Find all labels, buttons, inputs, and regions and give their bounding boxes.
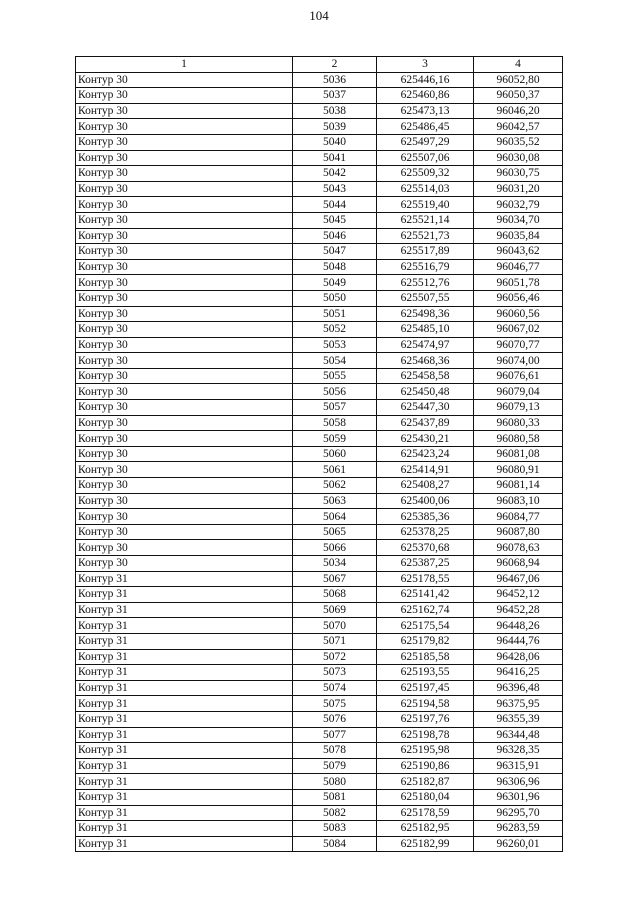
table-row bbox=[76, 571, 563, 587]
contour-cell: Контур 30 bbox=[76, 275, 293, 291]
point-number-cell: 5054 bbox=[293, 353, 377, 369]
point-number-cell: 5053 bbox=[293, 337, 377, 353]
contour-cell: Контур 31 bbox=[76, 711, 293, 727]
y-coordinate-cell: 96448,26 bbox=[474, 618, 563, 634]
y-coordinate-cell: 96080,91 bbox=[474, 462, 563, 478]
table-row bbox=[76, 789, 563, 805]
y-coordinate-cell: 96375,95 bbox=[474, 696, 563, 712]
table-row bbox=[76, 228, 563, 244]
header-cell-1: 1 bbox=[76, 57, 293, 73]
x-coordinate-cell: 625507,06 bbox=[377, 150, 474, 166]
table-row bbox=[76, 711, 563, 727]
contour-cell: Контур 31 bbox=[76, 789, 293, 805]
x-coordinate-cell: 625521,14 bbox=[377, 212, 474, 228]
contour-cell: Контур 30 bbox=[76, 244, 293, 260]
table-row bbox=[76, 805, 563, 821]
contour-cell: Контур 31 bbox=[76, 649, 293, 665]
table-row bbox=[76, 556, 563, 572]
x-coordinate-cell: 625195,98 bbox=[377, 743, 474, 759]
y-coordinate-cell: 96060,56 bbox=[474, 306, 563, 322]
table-row bbox=[76, 322, 563, 338]
x-coordinate-cell: 625486,45 bbox=[377, 119, 474, 135]
x-coordinate-cell: 625447,30 bbox=[377, 400, 474, 416]
contour-cell: Контур 30 bbox=[76, 368, 293, 384]
x-coordinate-cell: 625178,55 bbox=[377, 571, 474, 587]
x-coordinate-cell: 625446,16 bbox=[377, 72, 474, 88]
y-coordinate-cell: 96050,37 bbox=[474, 88, 563, 104]
x-coordinate-cell: 625423,24 bbox=[377, 446, 474, 462]
contour-cell: Контур 30 bbox=[76, 446, 293, 462]
header-cell-4: 4 bbox=[474, 57, 563, 73]
table-row bbox=[76, 821, 563, 837]
contour-cell: Контур 30 bbox=[76, 306, 293, 322]
y-coordinate-cell: 96079,13 bbox=[474, 400, 563, 416]
contour-cell: Контур 30 bbox=[76, 259, 293, 275]
y-coordinate-cell: 96306,96 bbox=[474, 774, 563, 790]
y-coordinate-cell: 96444,76 bbox=[474, 633, 563, 649]
y-coordinate-cell: 96315,91 bbox=[474, 758, 563, 774]
point-number-cell: 5045 bbox=[293, 212, 377, 228]
point-number-cell: 5084 bbox=[293, 836, 377, 852]
point-number-cell: 5055 bbox=[293, 368, 377, 384]
point-number-cell: 5067 bbox=[293, 571, 377, 587]
y-coordinate-cell: 96396,48 bbox=[474, 680, 563, 696]
y-coordinate-cell: 96046,20 bbox=[474, 103, 563, 119]
table-row bbox=[76, 618, 563, 634]
x-coordinate-cell: 625194,58 bbox=[377, 696, 474, 712]
contour-cell: Контур 31 bbox=[76, 743, 293, 759]
y-coordinate-cell: 96328,35 bbox=[474, 743, 563, 759]
x-coordinate-cell: 625509,32 bbox=[377, 166, 474, 182]
x-coordinate-cell: 625193,55 bbox=[377, 665, 474, 681]
point-number-cell: 5074 bbox=[293, 680, 377, 696]
y-coordinate-cell: 96043,62 bbox=[474, 244, 563, 260]
table-row bbox=[76, 524, 563, 540]
y-coordinate-cell: 96046,77 bbox=[474, 259, 563, 275]
x-coordinate-cell: 625179,82 bbox=[377, 633, 474, 649]
y-coordinate-cell: 96295,70 bbox=[474, 805, 563, 821]
contour-cell: Контур 30 bbox=[76, 384, 293, 400]
x-coordinate-cell: 625182,87 bbox=[377, 774, 474, 790]
y-coordinate-cell: 96031,20 bbox=[474, 181, 563, 197]
point-number-cell: 5082 bbox=[293, 805, 377, 821]
point-number-cell: 5037 bbox=[293, 88, 377, 104]
table-row bbox=[76, 446, 563, 462]
y-coordinate-cell: 96428,06 bbox=[474, 649, 563, 665]
point-number-cell: 5040 bbox=[293, 134, 377, 150]
contour-cell: Контур 30 bbox=[76, 478, 293, 494]
contour-cell: Контур 30 bbox=[76, 166, 293, 182]
x-coordinate-cell: 625185,58 bbox=[377, 649, 474, 665]
point-number-cell: 5048 bbox=[293, 259, 377, 275]
contour-cell: Контур 30 bbox=[76, 540, 293, 556]
y-coordinate-cell: 96081,08 bbox=[474, 446, 563, 462]
table-row bbox=[76, 275, 563, 291]
table-row bbox=[76, 337, 563, 353]
table-row bbox=[76, 540, 563, 556]
y-coordinate-cell: 96260,01 bbox=[474, 836, 563, 852]
x-coordinate-cell: 625162,74 bbox=[377, 602, 474, 618]
y-coordinate-cell: 96355,39 bbox=[474, 711, 563, 727]
x-coordinate-cell: 625514,03 bbox=[377, 181, 474, 197]
y-coordinate-cell: 96083,10 bbox=[474, 493, 563, 509]
y-coordinate-cell: 96080,58 bbox=[474, 431, 563, 447]
table-row bbox=[76, 774, 563, 790]
x-coordinate-cell: 625400,06 bbox=[377, 493, 474, 509]
y-coordinate-cell: 96452,28 bbox=[474, 602, 563, 618]
x-coordinate-cell: 625516,79 bbox=[377, 259, 474, 275]
point-number-cell: 5056 bbox=[293, 384, 377, 400]
table-body bbox=[76, 72, 563, 852]
y-coordinate-cell: 96076,61 bbox=[474, 368, 563, 384]
x-coordinate-cell: 625190,86 bbox=[377, 758, 474, 774]
contour-cell: Контур 30 bbox=[76, 197, 293, 213]
x-coordinate-cell: 625408,27 bbox=[377, 478, 474, 494]
contour-cell: Контур 31 bbox=[76, 805, 293, 821]
contour-cell: Контур 30 bbox=[76, 119, 293, 135]
contour-cell: Контур 30 bbox=[76, 290, 293, 306]
table-row bbox=[76, 306, 563, 322]
contour-cell: Контур 30 bbox=[76, 353, 293, 369]
y-coordinate-cell: 96467,06 bbox=[474, 571, 563, 587]
table-row bbox=[76, 509, 563, 525]
y-coordinate-cell: 96052,80 bbox=[474, 72, 563, 88]
x-coordinate-cell: 625474,97 bbox=[377, 337, 474, 353]
x-coordinate-cell: 625180,04 bbox=[377, 789, 474, 805]
point-number-cell: 5081 bbox=[293, 789, 377, 805]
point-number-cell: 5050 bbox=[293, 290, 377, 306]
table-row bbox=[76, 368, 563, 384]
table-row bbox=[76, 462, 563, 478]
y-coordinate-cell: 96079,04 bbox=[474, 384, 563, 400]
x-coordinate-cell: 625468,36 bbox=[377, 353, 474, 369]
x-coordinate-cell: 625197,45 bbox=[377, 680, 474, 696]
point-number-cell: 5071 bbox=[293, 633, 377, 649]
x-coordinate-cell: 625497,29 bbox=[377, 134, 474, 150]
y-coordinate-cell: 96283,59 bbox=[474, 821, 563, 837]
contour-cell: Контур 31 bbox=[76, 618, 293, 634]
point-number-cell: 5066 bbox=[293, 540, 377, 556]
point-number-cell: 5080 bbox=[293, 774, 377, 790]
point-number-cell: 5078 bbox=[293, 743, 377, 759]
table-row bbox=[76, 602, 563, 618]
x-coordinate-cell: 625378,25 bbox=[377, 524, 474, 540]
contour-cell: Контур 31 bbox=[76, 696, 293, 712]
point-number-cell: 5072 bbox=[293, 649, 377, 665]
table-row bbox=[76, 400, 563, 416]
y-coordinate-cell: 96070,77 bbox=[474, 337, 563, 353]
contour-cell: Контур 30 bbox=[76, 181, 293, 197]
contour-cell: Контур 31 bbox=[76, 836, 293, 852]
contour-cell: Контур 31 bbox=[76, 602, 293, 618]
contour-cell: Контур 30 bbox=[76, 72, 293, 88]
x-coordinate-cell: 625197,76 bbox=[377, 711, 474, 727]
contour-cell: Контур 30 bbox=[76, 88, 293, 104]
page-number: 104 bbox=[309, 8, 329, 23]
point-number-cell: 5063 bbox=[293, 493, 377, 509]
contour-cell: Контур 31 bbox=[76, 774, 293, 790]
table-row bbox=[76, 166, 563, 182]
contour-cell: Контур 30 bbox=[76, 103, 293, 119]
contour-cell: Контур 30 bbox=[76, 509, 293, 525]
table-row bbox=[76, 384, 563, 400]
table-row bbox=[76, 680, 563, 696]
contour-cell: Контур 30 bbox=[76, 322, 293, 338]
x-coordinate-cell: 625175,54 bbox=[377, 618, 474, 634]
point-number-cell: 5043 bbox=[293, 181, 377, 197]
y-coordinate-cell: 96035,52 bbox=[474, 134, 563, 150]
x-coordinate-cell: 625370,68 bbox=[377, 540, 474, 556]
contour-cell: Контур 31 bbox=[76, 727, 293, 743]
contour-cell: Контур 30 bbox=[76, 524, 293, 540]
point-number-cell: 5083 bbox=[293, 821, 377, 837]
table-row bbox=[76, 134, 563, 150]
table-row bbox=[76, 181, 563, 197]
y-coordinate-cell: 96035,84 bbox=[474, 228, 563, 244]
contour-cell: Контур 31 bbox=[76, 758, 293, 774]
y-coordinate-cell: 96081,14 bbox=[474, 478, 563, 494]
table-row bbox=[76, 88, 563, 104]
y-coordinate-cell: 96042,57 bbox=[474, 119, 563, 135]
x-coordinate-cell: 625473,13 bbox=[377, 103, 474, 119]
table-header bbox=[76, 57, 563, 73]
point-number-cell: 5049 bbox=[293, 275, 377, 291]
coordinates-table bbox=[75, 56, 563, 852]
x-coordinate-cell: 625387,25 bbox=[377, 556, 474, 572]
y-coordinate-cell: 96078,63 bbox=[474, 540, 563, 556]
x-coordinate-cell: 625498,36 bbox=[377, 306, 474, 322]
table-row bbox=[76, 103, 563, 119]
y-coordinate-cell: 96074,00 bbox=[474, 353, 563, 369]
point-number-cell: 5044 bbox=[293, 197, 377, 213]
table-row bbox=[76, 415, 563, 431]
table-row bbox=[76, 493, 563, 509]
y-coordinate-cell: 96030,75 bbox=[474, 166, 563, 182]
x-coordinate-cell: 625485,10 bbox=[377, 322, 474, 338]
x-coordinate-cell: 625519,40 bbox=[377, 197, 474, 213]
x-coordinate-cell: 625458,58 bbox=[377, 368, 474, 384]
x-coordinate-cell: 625512,76 bbox=[377, 275, 474, 291]
point-number-cell: 5064 bbox=[293, 509, 377, 525]
contour-cell: Контур 31 bbox=[76, 633, 293, 649]
point-number-cell: 5060 bbox=[293, 446, 377, 462]
point-number-cell: 5062 bbox=[293, 478, 377, 494]
table-row bbox=[76, 197, 563, 213]
y-coordinate-cell: 96032,79 bbox=[474, 197, 563, 213]
point-number-cell: 5046 bbox=[293, 228, 377, 244]
point-number-cell: 5057 bbox=[293, 400, 377, 416]
y-coordinate-cell: 96084,77 bbox=[474, 509, 563, 525]
point-number-cell: 5076 bbox=[293, 711, 377, 727]
y-coordinate-cell: 96067,02 bbox=[474, 322, 563, 338]
point-number-cell: 5052 bbox=[293, 322, 377, 338]
contour-cell: Контур 31 bbox=[76, 680, 293, 696]
y-coordinate-cell: 96344,48 bbox=[474, 727, 563, 743]
x-coordinate-cell: 625385,36 bbox=[377, 509, 474, 525]
table-row bbox=[76, 119, 563, 135]
point-number-cell: 5075 bbox=[293, 696, 377, 712]
point-number-cell: 5038 bbox=[293, 103, 377, 119]
table-row bbox=[76, 649, 563, 665]
table-row bbox=[76, 290, 563, 306]
x-coordinate-cell: 625182,95 bbox=[377, 821, 474, 837]
contour-cell: Контур 30 bbox=[76, 212, 293, 228]
y-coordinate-cell: 96416,25 bbox=[474, 665, 563, 681]
y-coordinate-cell: 96080,33 bbox=[474, 415, 563, 431]
table-row bbox=[76, 212, 563, 228]
point-number-cell: 5042 bbox=[293, 166, 377, 182]
x-coordinate-cell: 625507,55 bbox=[377, 290, 474, 306]
point-number-cell: 5070 bbox=[293, 618, 377, 634]
contour-cell: Контур 30 bbox=[76, 134, 293, 150]
contour-cell: Контур 31 bbox=[76, 821, 293, 837]
x-coordinate-cell: 625141,42 bbox=[377, 587, 474, 603]
header-row bbox=[76, 57, 563, 73]
contour-cell: Контур 30 bbox=[76, 150, 293, 166]
point-number-cell: 5059 bbox=[293, 431, 377, 447]
x-coordinate-cell: 625198,78 bbox=[377, 727, 474, 743]
table-row bbox=[76, 727, 563, 743]
table-row bbox=[76, 696, 563, 712]
table-row bbox=[76, 150, 563, 166]
x-coordinate-cell: 625450,48 bbox=[377, 384, 474, 400]
point-number-cell: 5061 bbox=[293, 462, 377, 478]
point-number-cell: 5041 bbox=[293, 150, 377, 166]
y-coordinate-cell: 96034,70 bbox=[474, 212, 563, 228]
table-row bbox=[76, 259, 563, 275]
point-number-cell: 5079 bbox=[293, 758, 377, 774]
contour-cell: Контур 30 bbox=[76, 337, 293, 353]
table-row bbox=[76, 244, 563, 260]
contour-cell: Контур 30 bbox=[76, 462, 293, 478]
header-cell-2: 2 bbox=[293, 57, 377, 73]
y-coordinate-cell: 96068,94 bbox=[474, 556, 563, 572]
table-row bbox=[76, 72, 563, 88]
table-row bbox=[76, 478, 563, 494]
y-coordinate-cell: 96452,12 bbox=[474, 587, 563, 603]
table-row bbox=[76, 587, 563, 603]
table-row bbox=[76, 836, 563, 852]
y-coordinate-cell: 96087,80 bbox=[474, 524, 563, 540]
x-coordinate-cell: 625430,21 bbox=[377, 431, 474, 447]
table-row bbox=[76, 665, 563, 681]
contour-cell: Контур 31 bbox=[76, 571, 293, 587]
point-number-cell: 5034 bbox=[293, 556, 377, 572]
x-coordinate-cell: 625414,91 bbox=[377, 462, 474, 478]
table-row bbox=[76, 758, 563, 774]
contour-cell: Контур 30 bbox=[76, 400, 293, 416]
point-number-cell: 5077 bbox=[293, 727, 377, 743]
point-number-cell: 5036 bbox=[293, 72, 377, 88]
table-row bbox=[76, 743, 563, 759]
x-coordinate-cell: 625437,89 bbox=[377, 415, 474, 431]
y-coordinate-cell: 96030,08 bbox=[474, 150, 563, 166]
x-coordinate-cell: 625521,73 bbox=[377, 228, 474, 244]
contour-cell: Контур 30 bbox=[76, 493, 293, 509]
y-coordinate-cell: 96051,78 bbox=[474, 275, 563, 291]
point-number-cell: 5058 bbox=[293, 415, 377, 431]
contour-cell: Контур 30 bbox=[76, 415, 293, 431]
table-row bbox=[76, 431, 563, 447]
point-number-cell: 5047 bbox=[293, 244, 377, 260]
y-coordinate-cell: 96056,46 bbox=[474, 290, 563, 306]
point-number-cell: 5069 bbox=[293, 602, 377, 618]
header-cell-3: 3 bbox=[377, 57, 474, 73]
point-number-cell: 5073 bbox=[293, 665, 377, 681]
contour-cell: Контур 30 bbox=[76, 228, 293, 244]
contour-cell: Контур 31 bbox=[76, 665, 293, 681]
x-coordinate-cell: 625517,89 bbox=[377, 244, 474, 260]
point-number-cell: 5065 bbox=[293, 524, 377, 540]
x-coordinate-cell: 625460,86 bbox=[377, 88, 474, 104]
contour-cell: Контур 31 bbox=[76, 587, 293, 603]
point-number-cell: 5068 bbox=[293, 587, 377, 603]
table-row bbox=[76, 353, 563, 369]
y-coordinate-cell: 96301,96 bbox=[474, 789, 563, 805]
table-row bbox=[76, 633, 563, 649]
point-number-cell: 5039 bbox=[293, 119, 377, 135]
x-coordinate-cell: 625178,59 bbox=[377, 805, 474, 821]
point-number-cell: 5051 bbox=[293, 306, 377, 322]
x-coordinate-cell: 625182,99 bbox=[377, 836, 474, 852]
contour-cell: Контур 30 bbox=[76, 431, 293, 447]
contour-cell: Контур 30 bbox=[76, 556, 293, 572]
